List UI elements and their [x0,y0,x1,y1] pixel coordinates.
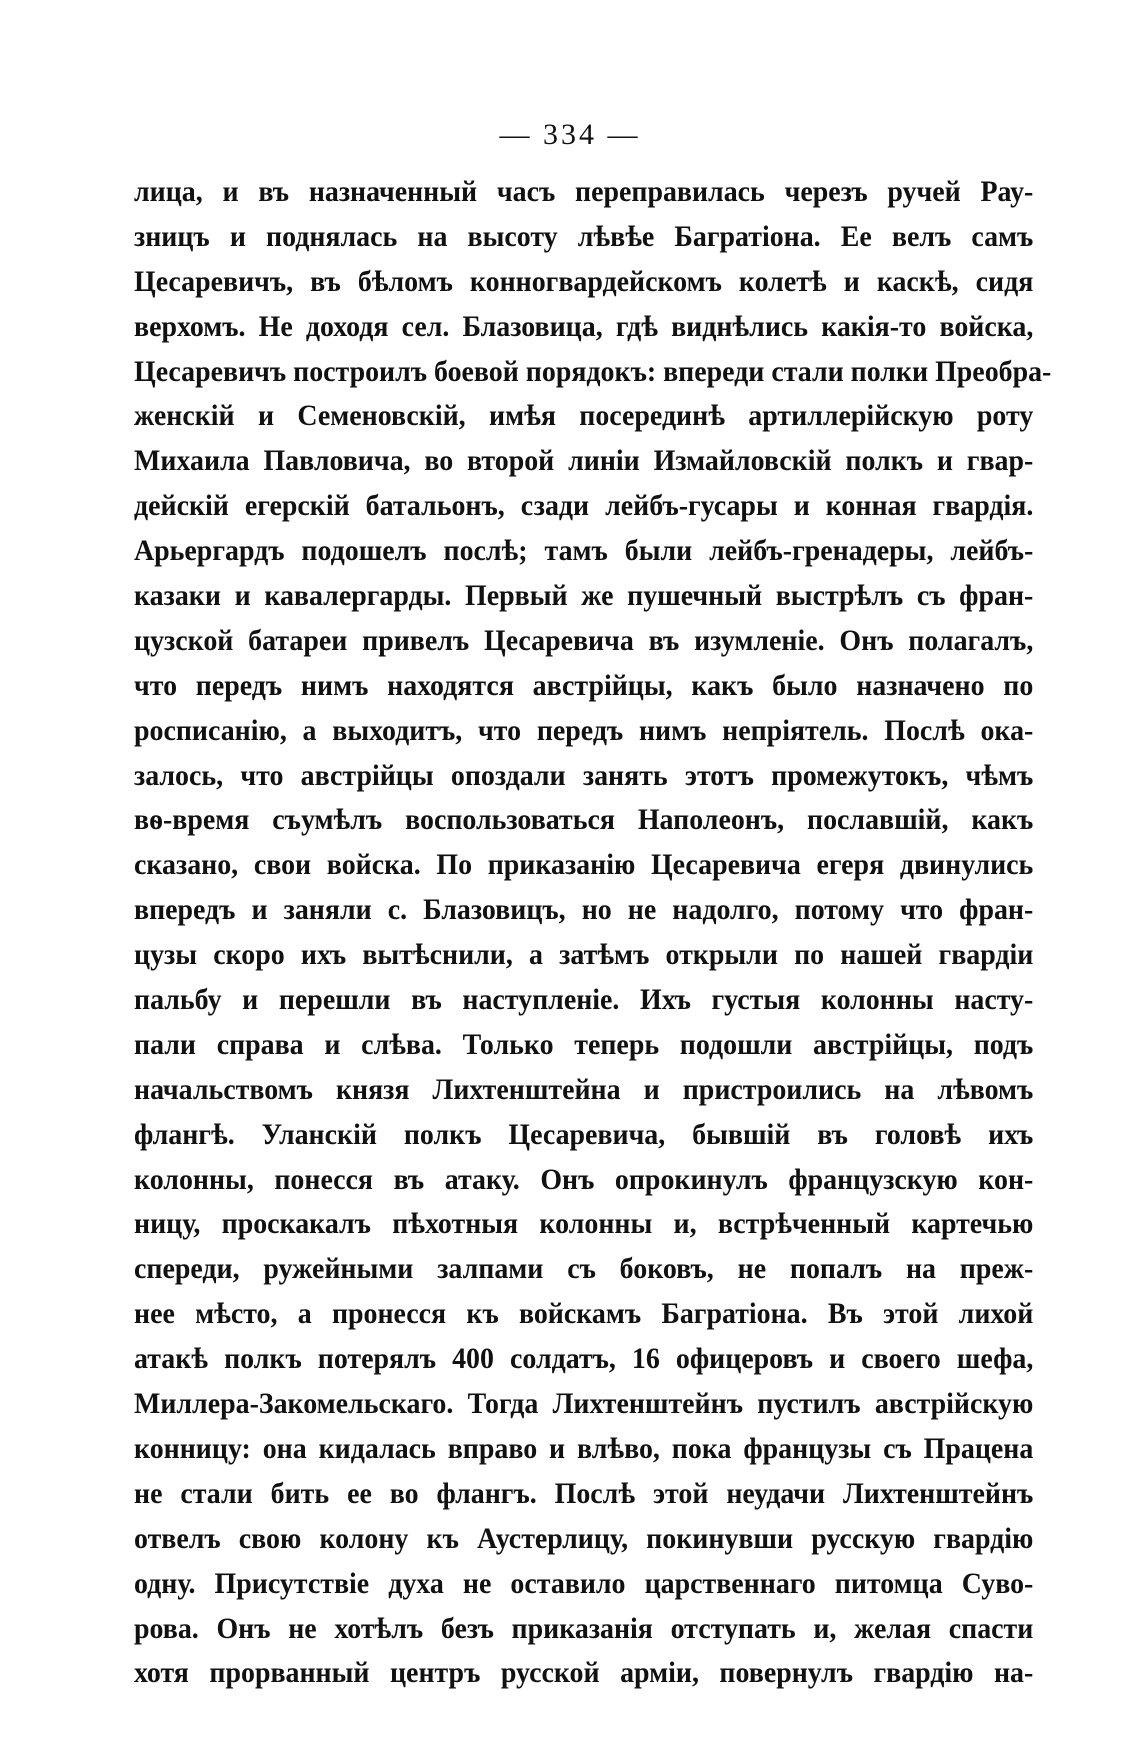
text-line: залось, что австрійцы опоздали занять этотъ промежутокъ, чѣмъ [134,758,1034,792]
text-line: зницъ и поднялась на высоту лѣвѣе Багратіона. Ее велъ самъ [134,219,1034,253]
text-line: Цесаревичъ, въ бѣломъ конногвардейскомъ колетѣ и каскѣ, сидя [134,264,1034,298]
text-line: начальствомъ князя Лихтенштейна и пристроились на лѣвомъ [134,1072,1034,1106]
text-line: женскій и Семеновскій, имѣя посерединѣ артиллерійскую роту [134,399,1034,433]
text-line: сказано, свои войска. По приказанію Цесаревича егеря двинулись [134,848,1034,882]
text-line: Миллера-Закомельскаго. Тогда Лихтенштейнъ пустилъ австрійскую [134,1387,1034,1421]
text-line: верхомъ. Не доходя сел. Блазовица, гдѣ виднѣлись какія-то войска, [134,309,1034,343]
text-line: впередъ и заняли с. Блазовицъ, но не надолго, потому что фран- [134,893,1034,927]
text-line: флангѣ. Уланскій полкъ Цесаревича, бывшій въ головѣ ихъ [134,1117,1034,1151]
text-line: Цесаревичъ построилъ боевой порядокъ: впереди стали полки Преобра- [134,354,1052,388]
text-line: дейскій егерскій батальонъ, сзади лейбъ-гусары и конная гвардія. [134,489,1034,523]
text-line: росписанію, а выходитъ, что передъ нимъ непріятель. Послѣ ока- [134,713,1034,747]
text-line: лица, и въ назначенный часъ переправилась черезъ ручей Рау- [134,175,1034,208]
text-line: ницу, проскакалъ пѣхотныя колонны и, встрѣченный картечью [134,1207,1034,1241]
text-line: колонны, понесся въ атаку. Онъ опрокинулъ французскую кон- [134,1162,1034,1196]
text-line: пали справа и слѣва. Только теперь подошли австрійцы, подъ [134,1027,1034,1061]
text-line: Арьергардъ подошелъ послѣ; тамъ были лейбъ-гренадеры, лейбъ- [134,534,1034,568]
text-line: атакѣ полкъ потерялъ 400 солдатъ, 16 офицеровъ и своего шефа, [134,1342,1034,1376]
text-line: нее мѣсто, а пронесся къ войскамъ Багратіона. Въ этой лихой [134,1297,1034,1331]
text-line: цузы скоро ихъ вытѣснили, а затѣмъ открыли по нашей гвардіи [134,938,1034,972]
text-line: хотя прорванный центръ русской арміи, повернулъ гвардію на- [134,1656,1034,1690]
page-number: — 334 — [499,118,641,151]
text-line: рова. Онъ не хотѣлъ безъ приказанія отступать и, желая спасти [134,1611,1034,1645]
text-line: одну. Присутствіе духа не оставило царственнаго питомца Суво- [134,1566,1034,1600]
text-line: что передъ нимъ находятся австрійцы, какъ было назначено по [134,668,1034,702]
body-text [134,170,1052,1696]
text-line: пальбу и перешли въ наступленіе. Ихъ густыя колонны насту- [134,983,1034,1017]
text-line: цузской батареи привелъ Цесаревича въ изумленіе. Онъ полагалъ, [134,623,1034,657]
text-line: не стали бить ее во флангъ. Послѣ этой неудачи Лихтенштейнъ [134,1476,1034,1510]
text-line: спереди, ружейными залпами съ боковъ, не попалъ на преж- [134,1252,1034,1286]
text-line: вѳ-время съумѣлъ воспользоваться Наполеонъ, пославшій, какъ [134,803,1034,837]
text-line: казаки и кавалергарды. Первый же пушечный выстрѣлъ съ фран- [134,579,1034,613]
text-line: конницу: она кидалась вправо и влѣво, пока французы съ Праценa [134,1431,1034,1465]
text-line: отвелъ свою колону къ Аустерлицу, покинувши русскую гвардію [134,1521,1034,1555]
text-line: Михаила Павловича, во второй линіи Измайловскій полкъ и гвар- [134,444,1034,478]
